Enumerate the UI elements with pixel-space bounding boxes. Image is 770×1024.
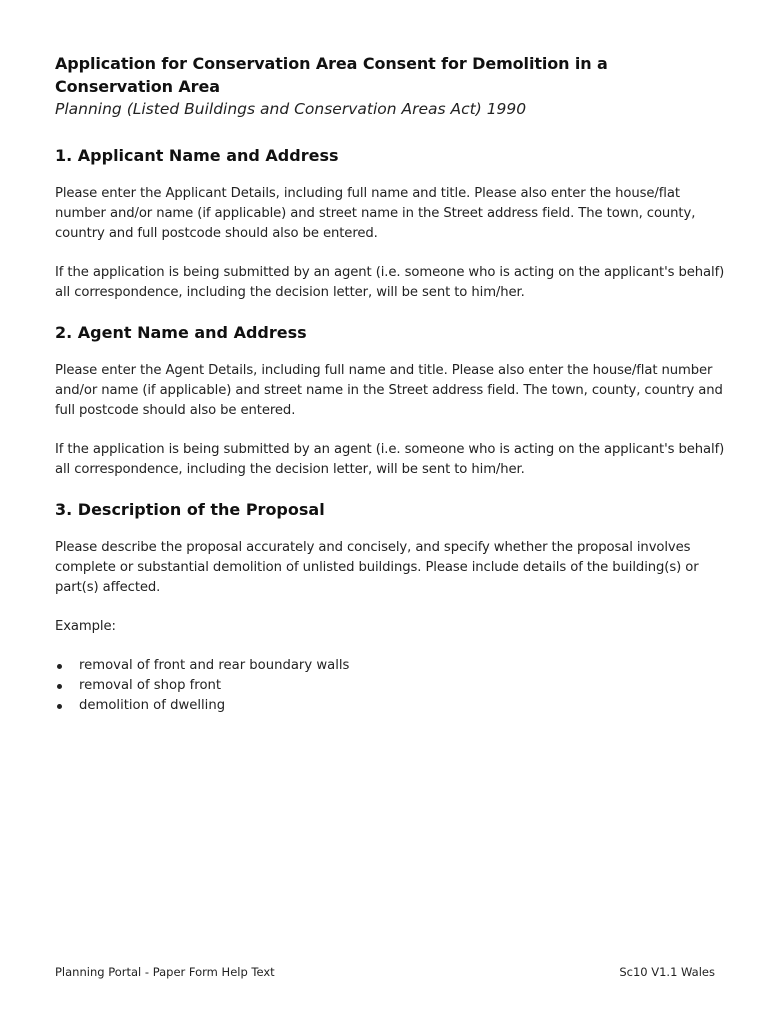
section-heading: 1. Applicant Name and Address bbox=[55, 146, 339, 165]
section-heading: 2. Agent Name and Address bbox=[55, 323, 307, 342]
section-paragraph: If the application is being submitted by an agent (i.e. someone who is acting on the applicant's behalf) all correspondence, including the decision letter, will be sent to him/her. bbox=[55, 265, 725, 300]
bullet-icon bbox=[57, 704, 62, 709]
document-title bbox=[55, 52, 725, 98]
section-paragraph: If the application is being submitted by an agent (i.e. someone who is acting on the applicant's behalf) all correspondence, including the decision letter, will be sent to him/her. bbox=[55, 442, 725, 477]
document-title-line-2: Conservation Area bbox=[55, 77, 220, 96]
footer-left-text: Planning Portal - Paper Form Help Text bbox=[55, 965, 275, 979]
bullet-icon bbox=[57, 684, 62, 689]
document-page bbox=[55, 52, 725, 720]
section-agent bbox=[55, 322, 725, 480]
list-item-text: demolition of dwelling bbox=[79, 698, 226, 713]
document-subtitle: Planning (Listed Buildings and Conservation Areas Act) 1990 bbox=[55, 100, 527, 118]
section-applicant bbox=[55, 145, 725, 303]
section-heading: 3. Description of the Proposal bbox=[55, 500, 325, 519]
footer-right-text: Sc10 V1.1 Wales bbox=[619, 965, 715, 979]
list-item-text: removal of shop front bbox=[79, 678, 222, 693]
example-list bbox=[55, 656, 725, 716]
page-footer bbox=[55, 965, 715, 979]
list-item-text: removal of front and rear boundary walls bbox=[79, 658, 350, 673]
document-title-line-1: Application for Conservation Area Consent for Demolition in a bbox=[55, 54, 608, 73]
list-item bbox=[55, 696, 725, 716]
section-paragraph: Please enter the Agent Details, including full name and title. Please also enter the house/flat number and/or name (if applicable) and street name in the Street address field. The town, county, country and full postcode should also be entered. bbox=[55, 363, 723, 418]
bullet-icon bbox=[57, 664, 62, 669]
section-paragraph: Please enter the Applicant Details, including full name and title. Please also enter the house/flat number and/or name (if applicable) and street name in the Street address field. The town, county, country and full postcode should also be entered. bbox=[55, 186, 696, 241]
example-label: Example: bbox=[55, 619, 116, 634]
section-proposal bbox=[55, 499, 725, 716]
list-item bbox=[55, 676, 725, 696]
list-item bbox=[55, 656, 725, 676]
section-paragraph: Please describe the proposal accurately and concisely, and specify whether the proposal involves complete or substantial demolition of unlisted buildings. Please include details of the building(s) or part(s) affected. bbox=[55, 540, 699, 595]
